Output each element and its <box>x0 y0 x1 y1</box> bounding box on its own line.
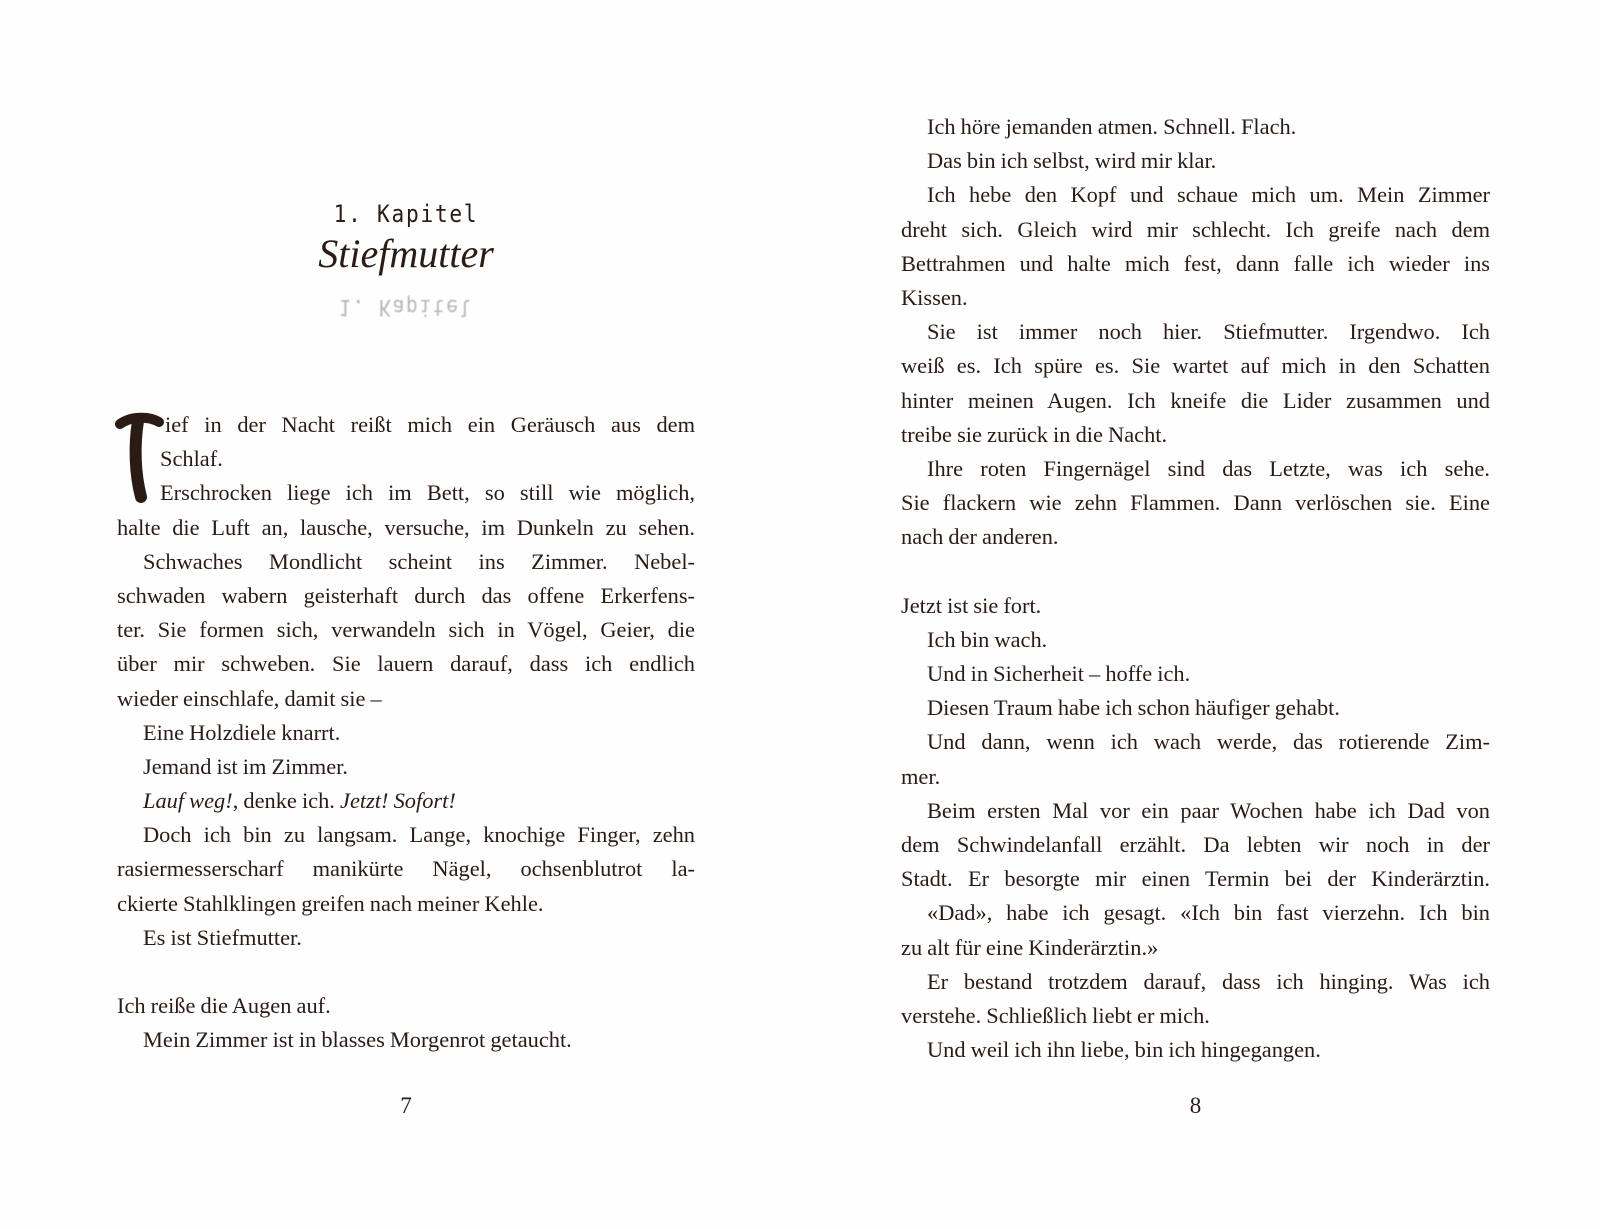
right-page <box>901 0 1490 1229</box>
text-line: schwaden wabern geisterhaft durch das offene Erkerfens- <box>117 582 695 608</box>
text-line: Doch ich bin zu langsam. Lange, knochige Finger, zehn <box>143 822 695 848</box>
text-line: Stadt. Er besorgte mir einen Termin bei der Kinderärztin. <box>901 866 1490 892</box>
text-line: über mir schweben. Sie lauern darauf, dass ich endlich <box>117 651 695 677</box>
text-line: Erschrocken liege ich im Bett, so still wie möglich, <box>160 480 695 506</box>
text-line: Beim ersten Mal vor ein paar Wochen habe ich Dad von <box>927 797 1490 823</box>
text-line: treibe sie zurück in die Nacht. <box>901 421 1168 447</box>
text-line: Ich hebe den Kopf und schaue mich um. Mein Zimmer <box>927 182 1490 208</box>
dropcap-letter-icon <box>115 410 165 510</box>
text-line: Es ist Stiefmutter. <box>143 924 302 950</box>
chapter-title: Stiefmutter <box>318 231 494 276</box>
text-line: Diesen Traum habe ich schon häufiger gehabt. <box>927 695 1340 721</box>
text-line: dem Schwindelanfall erzählt. Da lebten wir noch in der <box>901 831 1490 857</box>
text-line: Mein Zimmer ist in blasses Morgenrot getaucht. <box>143 1027 572 1053</box>
right-page-body-text <box>901 110 1490 1067</box>
left-page <box>117 0 695 1229</box>
left-page-body-text <box>117 408 695 1058</box>
text-line: Das bin ich selbst, wird mir klar. <box>927 148 1217 174</box>
text-line: Jetzt ist sie fort. <box>901 592 1042 618</box>
text-line: wieder einschlafe, damit sie – <box>117 685 382 711</box>
text-line: ter. Sie formen sich, verwandeln sich in Vögel, Geier, die <box>117 617 695 643</box>
text-line: Schwaches Mondlicht scheint ins Zimmer. Nebel- <box>143 548 695 574</box>
blank-line <box>901 554 1490 588</box>
text-line: Ich bin wach. <box>927 626 1048 652</box>
text-line: Kissen. <box>901 284 968 310</box>
text-line: zu alt für eine Kinderärztin.» <box>901 934 1159 960</box>
text-line: Ich reiße die Augen auf. <box>117 993 331 1019</box>
text-line: Sie ist immer noch hier. Stiefmutter. Irgendwo. Ich <box>927 319 1490 345</box>
text-line: Und in Sicherheit – hoffe ich. <box>927 661 1191 686</box>
text-line: weiß es. Ich spüre es. Sie wartet auf mich in den Schatten <box>901 353 1490 379</box>
text-line: Schlaf. <box>160 446 223 472</box>
text-line: halte die Luft an, lausche, versuche, im Dunkeln zu sehen. <box>117 514 695 540</box>
text-line: Jemand ist im Zimmer. <box>143 753 348 779</box>
text-line: nach der anderen. <box>901 524 1059 550</box>
showthrough-text: 1. Kapitel <box>338 294 474 319</box>
italic-text-segment: Lauf weg! <box>143 788 233 814</box>
text-line <box>117 784 695 818</box>
text-line: rasiermesserscharf manikürte Nägel, ochsenblutrot la- <box>117 856 695 882</box>
text-line: Und weil ich ihn liebe, bin ich hingegangen. <box>927 1037 1321 1063</box>
text-line: hinter meinen Augen. Ich kneife die Lider zusammen und <box>901 387 1490 413</box>
italic-text-segment: Jetzt! Sofort! <box>340 788 456 814</box>
blank-line <box>117 955 695 989</box>
right-page-number: 8 <box>1189 1093 1202 1118</box>
text-line: verstehe. Schließlich liebt er mich. <box>901 1002 1210 1028</box>
text-line: Bettrahmen und halte mich fest, dann falle ich wieder ins <box>901 250 1490 276</box>
chapter-number-heading: 1. Kapitel <box>333 200 479 228</box>
text-line: «Dad», habe ich gesagt. «Ich bin fast vierzehn. Ich bin <box>927 900 1490 926</box>
text-line: dreht sich. Gleich wird mir schlecht. Ich greife nach dem <box>901 216 1490 242</box>
text-line: Er bestand trotzdem darauf, dass ich hinging. Was ich <box>927 968 1490 994</box>
text-line: Eine Holzdiele knarrt. <box>143 719 341 745</box>
text-line: Ich höre jemanden atmen. Schnell. Flach. <box>927 114 1297 139</box>
text-line: Und dann, wenn ich wach werde, das rotierende Zim- <box>927 729 1490 755</box>
text-line: Ihre roten Fingernägel sind das Letzte, was ich sehe. <box>927 455 1490 481</box>
text-line: Sie flackern wie zehn Flammen. Dann verlöschen sie. Eine <box>901 490 1490 516</box>
text-line: mer. <box>901 763 941 789</box>
text-line: ckierte Stahlklingen greifen nach meiner Kehle. <box>117 890 544 916</box>
left-page-number: 7 <box>400 1093 412 1118</box>
text-line: ief in der Nacht reißt mich ein Geräusch aus dem <box>165 412 695 437</box>
text-segment: , denke ich. <box>232 788 340 814</box>
